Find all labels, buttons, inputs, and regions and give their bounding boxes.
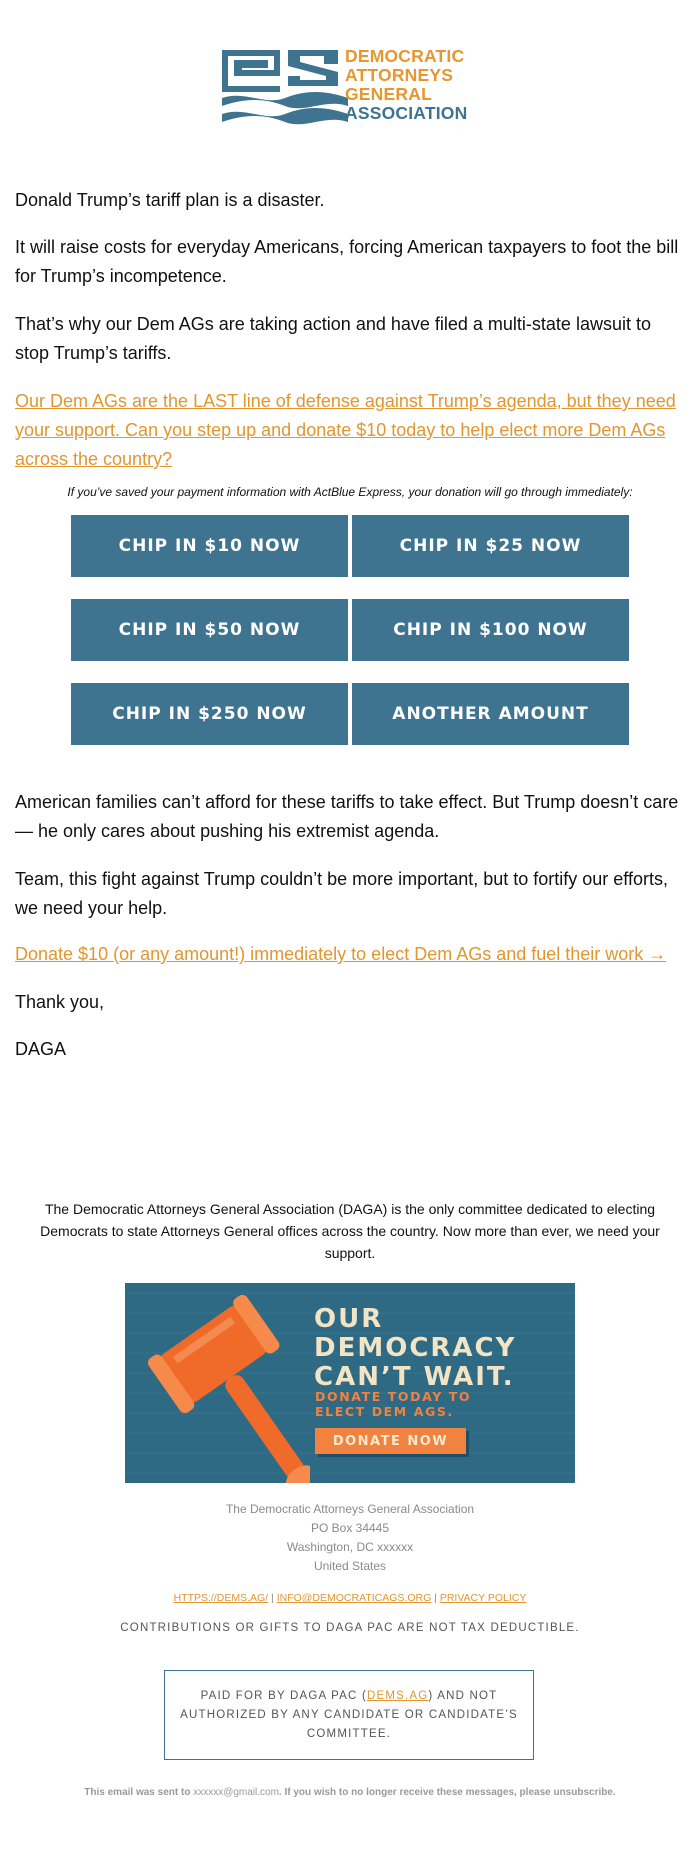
banner-headline-line-1: OUR: [314, 1304, 384, 1334]
unsubscribe-notice: [0, 1787, 700, 1798]
address-city: Washington, DC xxxxxx: [286, 1540, 414, 1554]
paid-for-pre: PAID FOR BY DAGA PAC (: [200, 1689, 367, 1702]
sent-post[interactable]: . If you wish to no longer receive these messages, please unsubscribe.: [278, 1787, 616, 1798]
paid-for-post: ) AND NOT AUTHORIZED BY ANY CANDIDATE OR CANDIDATE’S COMMITTEE.: [180, 1689, 518, 1740]
paragraph-donate-link-container: [15, 387, 687, 474]
logo-line-3: GENERAL: [345, 84, 432, 104]
actblue-express-note: If you’ve saved your payment information with ActBlue Express, your donation will go through immediately:: [67, 485, 633, 499]
another-amount-button[interactable]: ANOTHER AMOUNT: [352, 683, 629, 745]
address-country: United States: [313, 1559, 387, 1573]
banner-subline-1: DONATE TODAY TO: [315, 1389, 472, 1404]
gavel-icon: [125, 1283, 310, 1483]
paragraph-costs: It will raise costs for everyday Americans, forcing American taxpayers to foot the bill for Trump’s incompetence.: [15, 237, 679, 286]
address-pobox: PO Box 34445: [310, 1521, 390, 1535]
paragraph-donate-link-2-container: [15, 940, 687, 969]
recipient-email: xxxxxx@gmail.com: [193, 1787, 279, 1798]
paragraph-team: Team, this fight against Trump couldn’t be more important, but to fortify our efforts, we need your help.: [15, 869, 668, 918]
dems-ag-link[interactable]: DEMS.AG: [366, 1689, 429, 1702]
donate-appeal-link[interactable]: Our Dem AGs are the LAST line of defense against Trump’s agenda, but they need your support. Can you step up and donate $10 today to help elect more Dem AGs across the country?: [15, 391, 676, 469]
banner-donate-now-button[interactable]: DONATE NOW: [315, 1428, 466, 1454]
link-separator: |: [271, 1592, 274, 1604]
banner-headline-line-3: CAN’T WAIT.: [314, 1362, 515, 1392]
banner-subline-2: ELECT DEM AGS.: [315, 1404, 454, 1419]
banner-subline: [315, 1389, 471, 1419]
signoff: Thank you,: [15, 992, 105, 1012]
link-separator: |: [434, 1592, 437, 1604]
chip-in-10-button[interactable]: CHIP IN $10 NOW: [71, 515, 348, 577]
footer-links: [0, 1592, 700, 1604]
logo-line-2: ATTORNEYS: [345, 65, 454, 85]
donate-banner[interactable]: [125, 1283, 575, 1483]
daga-logo[interactable]: [220, 44, 480, 130]
paragraph-families: American families can’t afford for these tariffs to take effect. But Trump doesn’t care — he only cares about pushing his extremist agenda.: [15, 792, 679, 841]
website-link[interactable]: HTTPS://DEMS.AG/: [173, 1592, 269, 1604]
email-link[interactable]: INFO@DEMOCRATICAGS.ORG: [276, 1592, 432, 1604]
donate-any-amount-link[interactable]: Donate $10 (or any amount!) immediately to elect Dem AGs and fuel their work →: [15, 944, 667, 964]
paid-for-text: [179, 1687, 519, 1744]
sent-pre: This email was sent to: [84, 1787, 194, 1798]
paid-for-disclaimer: [164, 1670, 534, 1760]
footer-blurb: The Democratic Attorneys General Association (DAGA) is the only committee dedicated to electing Democrats to state Attorneys General offices across the country. Now more than ever, we need your support.: [40, 1201, 660, 1261]
chip-in-50-button[interactable]: CHIP IN $50 NOW: [71, 599, 348, 661]
paragraph-lawsuit: That’s why our Dem AGs are taking action and have filed a multi-state lawsuit to stop Trump’s tariffs.: [15, 314, 651, 363]
logo-line-1: DEMOCRATIC: [345, 46, 465, 66]
logo-line-4: ASSOCIATION: [345, 103, 468, 123]
chip-in-250-button[interactable]: CHIP IN $250 NOW: [71, 683, 348, 745]
banner-headline-line-2: DEMOCRACY: [314, 1333, 517, 1363]
privacy-policy-link[interactable]: PRIVACY POLICY: [439, 1592, 527, 1604]
chip-in-25-button[interactable]: CHIP IN $25 NOW: [352, 515, 629, 577]
tax-notice: CONTRIBUTIONS OR GIFTS TO DAGA PAC ARE NOT TAX DEDUCTIBLE.: [120, 1622, 580, 1634]
paragraph-intro: Donald Trump’s tariff plan is a disaster.: [15, 190, 325, 210]
signature: DAGA: [15, 1039, 67, 1059]
mailing-address: [0, 1500, 700, 1576]
chip-in-100-button[interactable]: CHIP IN $100 NOW: [352, 599, 629, 661]
address-org: The Democratic Attorneys General Association: [225, 1502, 475, 1516]
logo-wordmark: [345, 47, 467, 123]
banner-headline: [314, 1305, 516, 1392]
flag-logo-icon: [220, 46, 350, 130]
